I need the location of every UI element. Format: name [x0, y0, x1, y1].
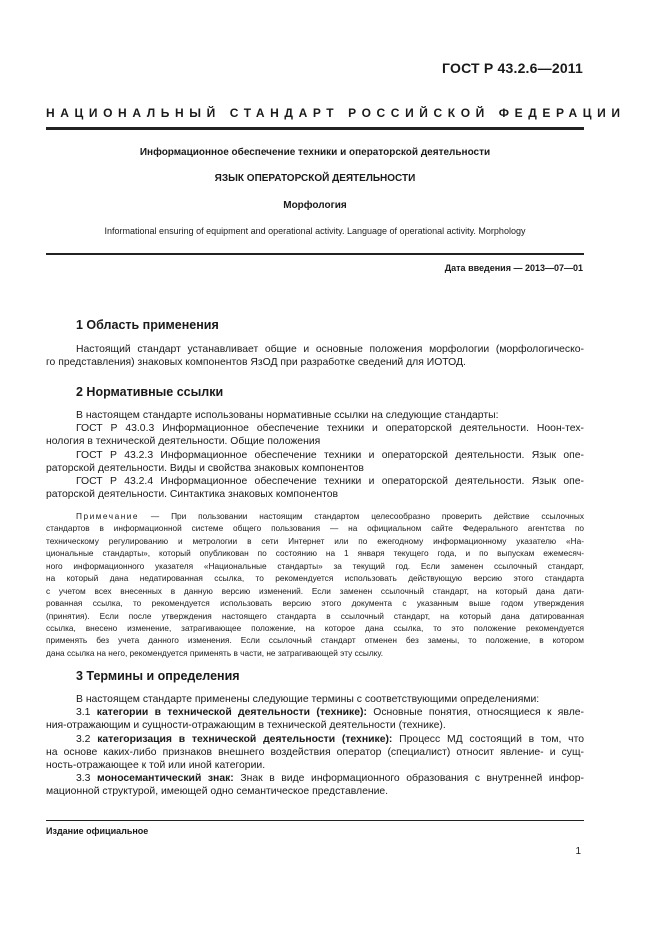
term-3-2-line — [46, 733, 584, 746]
text-line: раторской деятельности. Синтактика знаковых компонентов — [46, 489, 339, 501]
text-line: ность-отражающее к той или иной категории. — [46, 759, 266, 771]
term-3-3-line — [46, 772, 584, 785]
note-line: с учетом всех внесенных в данную версию изменений. Если заменен ссылочный стандарт, на который дана дати- — [46, 585, 584, 596]
note-line: циональные стандарты», который опубликован по состоянию на 1 января текущего года, и по выпускам ежемесяч- — [46, 548, 584, 559]
term-name: категории в технической деятельности (технике): — [96, 707, 367, 719]
note-line: ного информационного указателя «Национальные стандарты» за текущий год. Если заменен ссылочный стандарт, — [46, 560, 584, 571]
footer-rule — [46, 820, 584, 821]
note-first-text: — При пользовании настоящим стандартом целесообразно проверить действие ссылочных — [150, 511, 584, 521]
term-3-1-line — [46, 706, 584, 719]
text-line: мационной структурой, имеющей одно семантическое представление. — [46, 786, 389, 798]
term-number: 3.1 — [76, 707, 91, 719]
term-definition: Знак в виде информационного образования с внутренней инфор- — [240, 773, 585, 785]
section-3-text — [46, 693, 584, 799]
section-1-text — [46, 343, 584, 369]
text-line: В настоящем стандарте использованы нормативные ссылки на следующие стандарты: — [76, 410, 499, 421]
text-line: раторской деятельности. Виды и свойства знаковых компонентов — [46, 462, 364, 474]
note-line: стандартов в информационной системе общего пользования — на официальном сайте Федерального агентства по — [46, 523, 584, 534]
national-standard-banner: НАЦИОНАЛЬНЫЙ СТАНДАРТ РОССИЙСКОЙ ФЕДЕРАЦИИ — [46, 106, 626, 120]
term-number: 3.2 — [76, 733, 91, 745]
section-3-heading: 3 Термины и определения — [76, 669, 240, 683]
text-line: Настоящий стандарт устанавливает общие и основные положения морфологии (морфологическо- — [76, 344, 584, 355]
term-definition: Основные понятия, относящиеся к явле- — [373, 707, 585, 719]
text-line: нология в технической деятельности. Общие положения — [46, 436, 321, 448]
document-code: ГОСТ Р 43.2.6—2011 — [442, 60, 583, 76]
normative-note — [46, 510, 584, 659]
term-number: 3.3 — [76, 773, 91, 785]
term-definition: Процесс МД состоящий в том, что — [399, 733, 584, 745]
title-line-1: Информационное обеспечение техники и операторской деятельности — [139, 147, 491, 158]
text-line: ГОСТ Р 43.2.3 Информационное обеспечение техники и операторской деятельности. Язык опе- — [76, 449, 584, 461]
introduction-date: Дата введения — 2013—07—01 — [444, 263, 583, 273]
section-1-heading: 1 Область применения — [76, 318, 219, 332]
term-name: категоризация в технической деятельности (технике): — [97, 733, 393, 745]
note-first-line — [46, 510, 584, 522]
term-name: моносемантический знак: — [97, 773, 234, 785]
title-line-2: ЯЗЫК ОПЕРАТОРСКОЙ ДЕЯТЕЛЬНОСТИ — [214, 173, 416, 184]
title-line-3: Морфология — [283, 200, 347, 211]
text-line: го представления) знаковых компонентов ЯзОД при разработке сведений для ИОТОД. — [46, 357, 466, 369]
note-line: (принятия). Если после утверждения настоящего стандарта в ссылочный стандарт, на который дана датированная — [46, 610, 584, 621]
edition-label: Издание официальное — [46, 826, 149, 836]
text-line: ния-отражающим и сущности-отражающим в технической деятельности (технике). — [46, 720, 446, 732]
top-rule — [46, 127, 584, 130]
section-2-text — [46, 409, 584, 501]
note-line: ссылка, внесено изменение, затрагивающее положение, на которое дана ссылка, то это положение рекомендуется — [46, 622, 584, 633]
text-line: В настоящем стандарте применены следующие термины с соответствующими определениями: — [76, 694, 540, 705]
note-line: рованная ссылка, то рекомендуется использовать версию этого документа с указанным выше годом утверждения — [46, 598, 584, 609]
note-label: Примечание — [76, 511, 140, 521]
note-line: техническому регулированию и метрологии в сети Интернет или по ежегодному информационному указателю «На- — [46, 535, 584, 546]
text-line: на основе каких-либо признаков внешнего воздействия оператор (специалист) относит явление- и сущ- — [46, 746, 584, 758]
note-line: на который дана недатированная ссылка, то рекомендуется использовать действующую версию этого стандарта — [46, 573, 584, 584]
page-number: 1 — [575, 846, 581, 857]
text-line: ГОСТ Р 43.2.4 Информационное обеспечение техники и операторской деятельности. Язык опе- — [76, 475, 584, 487]
note-line: дана ссылка на него, рекомендуется применять в части, не затрагивающей эту ссылку. — [46, 647, 384, 658]
section-2-heading: 2 Нормативные ссылки — [76, 385, 224, 399]
note-line: применять без учета данного изменения. Если ссылочный стандарт отменен без замены, то положение, в котором — [46, 635, 584, 646]
title-rule — [46, 253, 584, 255]
text-line: ГОСТ Р 43.0.3 Информационное обеспечение техники и операторской деятельности. Ноон-тех- — [76, 423, 584, 435]
english-title: Informational ensuring of equipment and operational activity. Language of operational activity. Morphology — [104, 226, 526, 236]
